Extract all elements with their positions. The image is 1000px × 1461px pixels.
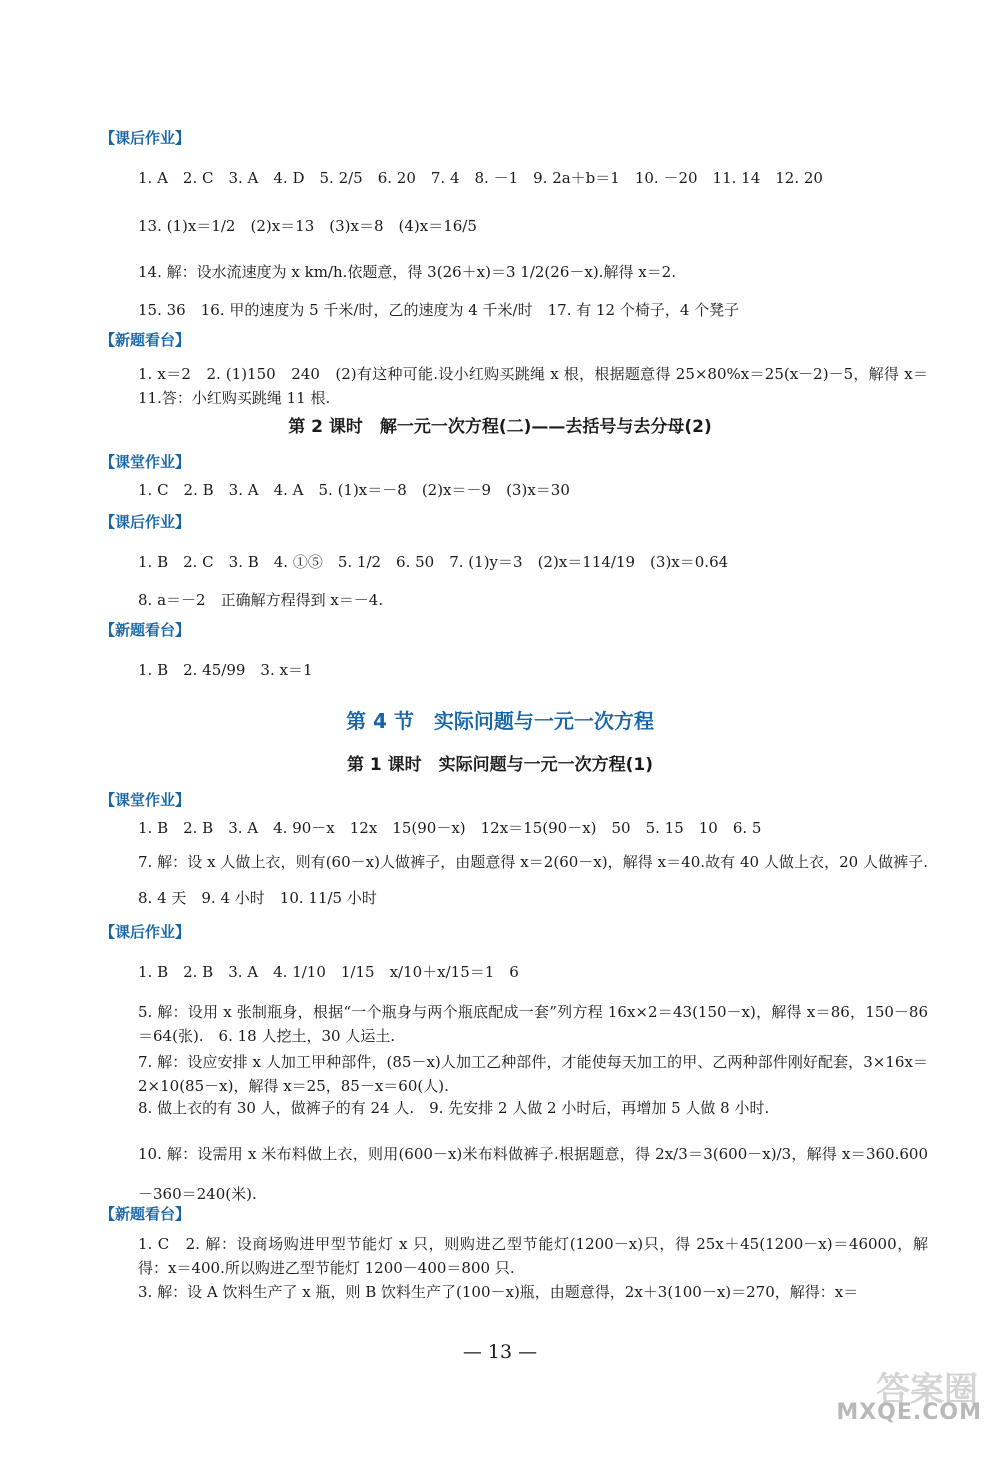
answer-line: 13. (1)x＝1/2 (2)x＝13 (3)x＝8 (4)x＝16/5	[138, 217, 477, 235]
answer-paragraph: 7. 解：设应安排 x 人加工甲种部件，(85－x)人加工乙种部件，才能使每天加工的甲、乙两种部件刚好配套，3×16x＝2×10(85－x)，解得 x＝25，85－x＝60(人).	[138, 1053, 928, 1095]
answer-line: 14. 解：设水流速度为 x km/h.依题意，得 3(26＋x)＝3 1/2(26－x).解得 x＝2.	[138, 263, 676, 281]
answer-line: 1. B 2. B 3. A 4. 90－x 12x 15(90－x) 12x＝15(90－x) 50 5. 15 10 6. 5	[138, 819, 762, 837]
answer-line: 1. B 2. B 3. A 4. 1/10 1/15 x/10＋x/15＝1 6	[138, 963, 519, 981]
section-tag-ketang: 【课堂作业】	[100, 791, 191, 809]
answer-line: 1. B 2. C 3. B 4. ①⑤ 5. 1/2 6. 50 7. (1)y＝3 (2)x＝114/19 (3)x＝0.64	[138, 553, 729, 571]
answer-line: 15. 36 16. 甲的速度为 5 千米/时，乙的速度为 4 千米/时 17. 有 12 个椅子，4 个凳子	[138, 301, 740, 319]
answer-line: 1. A 2. C 3. A 4. D 5. 2/5 6. 20 7. 4 8. －1 9. 2a＋b＝1 10. －20 11. 14 12. 20	[138, 169, 823, 187]
answer-paragraph: 10. 解：设需用 x 米布料做上衣，则用(600－x)米布料做裤子.根据题意，得 2x/3＝3(600－x)/3，解得 x＝360.600－360＝240(米).	[138, 1145, 928, 1203]
watermark-url: MXQE.COM	[836, 1400, 982, 1425]
answer-line: 1. C 2. B 3. A 4. A 5. (1)x＝－8 (2)x＝－9 (3)x＝30	[138, 481, 570, 499]
answer-paragraph: 7. 解：设 x 人做上衣，则有(60－x)人做裤子，由题意得 x＝2(60－x)，解得 x＝40.故有 40 人做上衣，20 人做裤子. 8. 4 天 9. 4 小时 10. 11/5 小时	[138, 853, 944, 907]
section-tag-ketang: 【课堂作业】	[100, 453, 191, 471]
answer-line: 8. 做上衣的有 30 人，做裤子的有 24 人. 9. 先安排 2 人做 2 小时后，再增加 5 人做 8 小时.	[138, 1099, 770, 1117]
section-tag-xinti: 【新题看台】	[100, 1205, 191, 1223]
answer-line: 1. B 2. 45/99 3. x＝1	[138, 661, 313, 679]
section-heading: 第 4 节 实际问题与一元一次方程	[346, 709, 654, 733]
watermark-logo: 答案圈	[876, 1370, 978, 1410]
lesson-heading: 第 2 课时 解一元一次方程(二)——去括号与去分母(2)	[288, 417, 712, 437]
section-tag-kehou: 【课后作业】	[100, 923, 191, 941]
lesson-heading: 第 1 课时 实际问题与一元一次方程(1)	[346, 755, 654, 775]
answer-line: 8. a＝－2 正确解方程得到 x＝－4.	[138, 591, 384, 609]
answer-paragraph: 1. x＝2 2. (1)150 240 (2)有这种可能.设小红购买跳绳 x 根，根据题意得 25×80%x＝25(x－2)－5，解得 x＝11.答：小红购买跳绳 11 根.	[138, 365, 928, 407]
page-number: — 13 —	[462, 1341, 538, 1363]
answer-paragraph: 5. 解：设用 x 张制瓶身，根据“一个瓶身与两个瓶底配成一套”列方程 16x×2＝43(150－x)，解得 x＝86，150－86＝64(张). 6. 18 人挖土，30 人运土.	[138, 1003, 928, 1045]
section-tag-xinti: 【新题看台】	[100, 621, 191, 639]
section-tag-kehou: 【课后作业】	[100, 513, 191, 531]
answer-paragraph: 3. 解：设 A 饮料生产了 x 瓶，则 B 饮料生产了(100－x)瓶，由题意得，2x＋3(100－x)＝270，解得：x＝	[138, 1283, 859, 1301]
section-tag-kehou: 【课后作业】	[100, 129, 191, 147]
answer-paragraph: 1. C 2. 解：设商场购进甲型节能灯 x 只，则购进乙型节能灯(1200－x)只，得 25x＋45(1200－x)＝46000，解得：x＝400.所以购进乙型节能灯 1200－400＝800 只.	[138, 1235, 928, 1277]
section-tag-xinti: 【新题看台】	[100, 331, 191, 349]
